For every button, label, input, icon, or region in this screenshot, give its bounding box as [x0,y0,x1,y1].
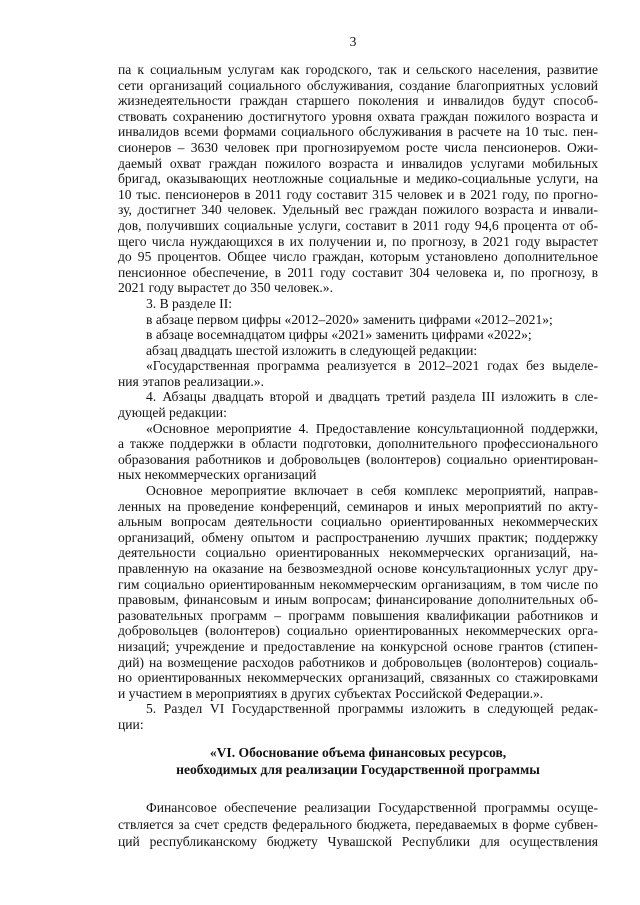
text-line: а также поддержки в области подготовки, дополнительного профессионального [118,436,598,452]
text-line: правленную на оказание на безвозмездной основе консультационных услуг дру- [118,561,598,576]
text-line: ния этапов реализации.». [118,373,264,389]
text-line: деятельности социально ориентированных некоммерческих организаций, на- [118,545,598,561]
text-line: дующей редакции: [118,405,227,421]
paragraph [118,483,598,701]
paragraph [118,312,598,328]
text-line: ствовать сохранению достигнутого уровня охвата граждан пожилого возраста и [118,108,598,124]
text-line: ции: [118,716,144,732]
text-line: 5. Раздел VI Государственной программы изложить в следующей редак- [146,701,598,717]
text-line: образования работников и добровольцев (волонтеров) социально ориентирован- [118,451,598,467]
text-line: Финансовое обеспечение реализации Государственной программы осуще- [146,800,598,815]
text-line: правовым, финансовым и иным вопросам; финансирование дополнительных об- [118,592,598,608]
text-line: даемый охват граждан пожилого возраста и инвалидов услугами мобильных [118,155,598,171]
text-line: до 95 процентов. Общее число граждан, которым установлено дополнительное [118,249,598,265]
text-line: абзац двадцать шестой изложить в следующей редакции: [146,342,478,358]
text-line: и участием в мероприятиях в других субъектах Российской Федерации.». [118,685,544,701]
text-line: «Государственная программа реализуется в 2012–2021 годах без выделе- [146,358,598,374]
text-line: в абзаце восемнадцатом цифры «2021» заменить цифрами «2022»; [146,327,532,343]
text-line: щего числа нуждающихся в их получении и, по прогнозу, в 2021 году вырастет [118,233,598,249]
paragraph [118,296,598,312]
text-line: гим социально ориентированным некоммерческим организациям, в том числе по [118,576,598,592]
paragraph [118,62,598,296]
text-line: бригад, оказывающих неотложные социальные и медико-социальные услуги, на [118,171,598,187]
text-line: 10 тыс. пенсионеров в 2011 году составит 315 человек и в 2021 году, по прогно- [118,186,598,202]
document-body [118,62,598,733]
text-line: дов, получивших социальные услуги, составит в 2011 году 94,6 процента от об- [118,217,598,233]
text-line: Основное мероприятие включает в себя комплекс мероприятий, направ- [146,483,598,499]
text-line: организаций, обмену опытом и распространению лучших практик; поддержку [118,529,598,545]
text-line: 3. В разделе II: [146,295,233,311]
text-line: низаций; учреждение и предоставление на конкурсной основе грантов (стипен- [118,638,598,654]
paragraph [118,389,598,420]
paragraph [118,421,598,483]
text-line: в абзаце первом цифры «2012–2020» заменить цифрами «2012–2021»; [146,311,553,327]
page-number: 3 [349,34,357,49]
text-line: добровольцев (волонтеров) социально ориентированных некоммерческих орга- [118,623,598,639]
paragraph [118,799,598,850]
text-line: разовательных программ – программ повышения квалификации работников и [118,607,598,623]
text-line: жизнедеятельности граждан старшего поколения и инвалидов будут способ- [118,93,598,109]
text-line: «Основное мероприятие 4. Предоставление консультационной поддержки, [146,420,598,436]
text-line: 4. Абзацы двадцать второй и двадцать третий раздела III изложить в сле- [146,389,598,405]
heading-line: «VI. Обоснование объема финансовых ресурсов, [209,745,507,760]
heading-line: необходимых для реализации Государственной программы [176,762,540,777]
text-line: ций республиканскому бюджету Чувашской Республики для осуществления [118,834,598,849]
section-heading [118,744,598,778]
text-line: ленных на проведение конференций, семинаров и иных мероприятий по акту- [118,498,598,514]
text-line: зу, достигнет 340 человек. Удельный вес граждан пожилого возраста и инвали- [118,202,598,218]
text-line: но ориентированных некоммерческих организаций, связанных со стажировками [118,670,598,686]
text-line: ных некоммерческих организаций [118,467,317,483]
text-line: 2021 году вырастет до 350 человек.». [118,280,333,296]
paragraph [118,701,598,732]
text-line: дий) на возмещение расходов работников и добровольцев (волонтеров) социаль- [118,654,598,670]
text-line: па к социальным услугам как городского, так и сельского населения, развитие [118,62,598,77]
text-line: сионеров – 3630 человек при прогнозируемом росте числа пенсионеров. Ожи- [118,139,598,155]
text-line: ствляется за счет средств федерального бюджета, передаваемых в форме субвен- [118,817,598,832]
text-line: сети организаций социального обслуживания, создание благоприятных условий [118,77,598,93]
text-line: пенсионное обеспечение, в 2011 году составит 304 человека и, по прогнозу, в [118,264,598,280]
paragraph [118,327,598,343]
text-line: альным вопросам деятельности социально ориентированных некоммерческих [118,514,598,530]
text-line: инвалидов всеми формами социального обслуживания в расчете на 10 тыс. пен- [118,124,598,140]
paragraph [118,358,598,389]
paragraph [118,343,598,359]
